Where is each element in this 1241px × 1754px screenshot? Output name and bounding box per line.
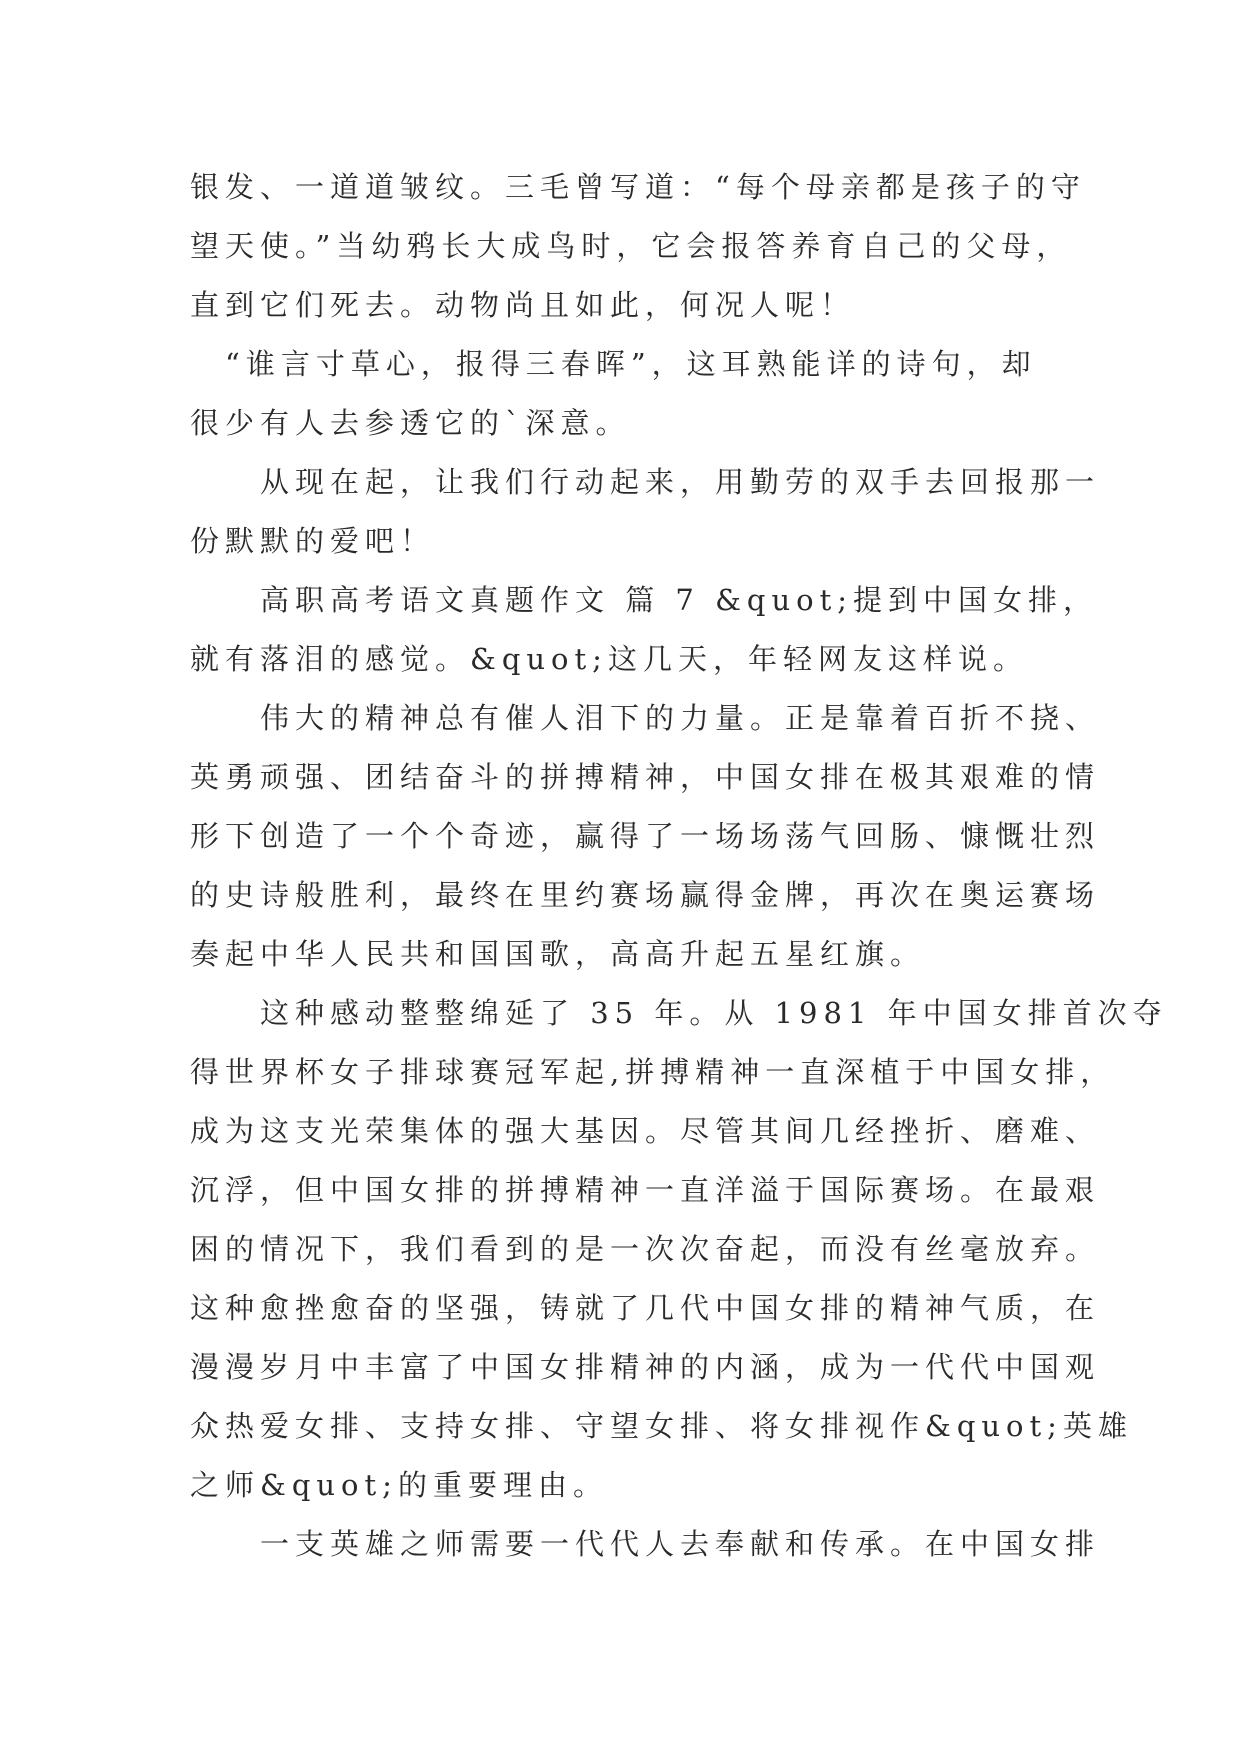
text-line: 直到它们死去。动物尚且如此，何况人呢！ (190, 288, 856, 322)
paragraph (190, 158, 1086, 335)
text-line: 份默默的爱吧！ (190, 524, 436, 558)
document-page (190, 158, 1168, 1574)
text-line: 很少有人去参透它的`深意。 (190, 406, 631, 440)
text-line: 成为这支光荣集体的强大基因。尽管其间几经挫折、磨难、 (190, 1114, 1101, 1148)
paragraph (190, 1515, 1101, 1574)
text-line: 奏起中华人民共和国国歌，高高升起五星红旗。 (190, 937, 926, 971)
paragraph (190, 335, 1060, 453)
text-line: 伟大的精神总有催人泪下的力量。正是靠着百折不挠、 (190, 701, 1101, 735)
text-line: 得世界杯女子排球赛冠军起,拼搏精神一直深植于中国女排， (190, 1055, 1116, 1089)
text-line: 沉浮，但中国女排的拼搏精神一直洋溢于国际赛场。在最艰 (190, 1173, 1101, 1207)
text-line: 一支英雄之师需要一代代人去奉献和传承。在中国女排 (190, 1527, 1101, 1561)
text-line: 漫漫岁月中丰富了中国女排精神的内涵，成为一代代中国观 (190, 1350, 1101, 1384)
text-line: 银发、一道道皱纹。三毛曾写道：“每个母亲都是孩子的守 (190, 170, 1086, 204)
text-line: 之师&quot;的重要理由。 (190, 1468, 608, 1502)
paragraph (190, 571, 1099, 689)
text-line: 高职高考语文真题作文 篇 7 &quot;提到中国女排， (190, 583, 1099, 617)
paragraph (190, 984, 1168, 1515)
text-line: 困的情况下，我们看到的是一次次奋起，而没有丝毫放弃。 (190, 1232, 1101, 1266)
paragraph (190, 453, 1101, 571)
text-line: 从现在起，让我们行动起来，用勤劳的双手去回报那一 (190, 465, 1101, 499)
text-line: 的史诗般胜利，最终在里约赛场赢得金牌，再次在奥运赛场 (190, 878, 1101, 912)
text-line: 这种感动整整绵延了 35 年。从 1981 年中国女排首次夺 (190, 996, 1168, 1030)
text-line: “谁言寸草心，报得三春晖”，这耳熟能详的诗句，却 (190, 347, 1037, 381)
text-line: 众热爱女排、支持女排、守望女排、将女排视作&quot;英雄 (190, 1409, 1133, 1443)
text-line: 望天使。”当幼鸦长大成鸟时，它会报答养育自己的父母， (190, 229, 1072, 263)
text-line: 就有落泪的感觉。&quot;这几天，年轻网友这样说。 (190, 642, 1028, 676)
text-line: 形下创造了一个个奇迹，赢得了一场场荡气回肠、慷慨壮烈 (190, 819, 1101, 853)
text-line: 这种愈挫愈奋的坚强，铸就了几代中国女排的精神气质，在 (190, 1291, 1101, 1325)
paragraph (190, 689, 1101, 984)
text-line: 英勇顽强、团结奋斗的拼搏精神，中国女排在极其艰难的情 (190, 760, 1101, 794)
